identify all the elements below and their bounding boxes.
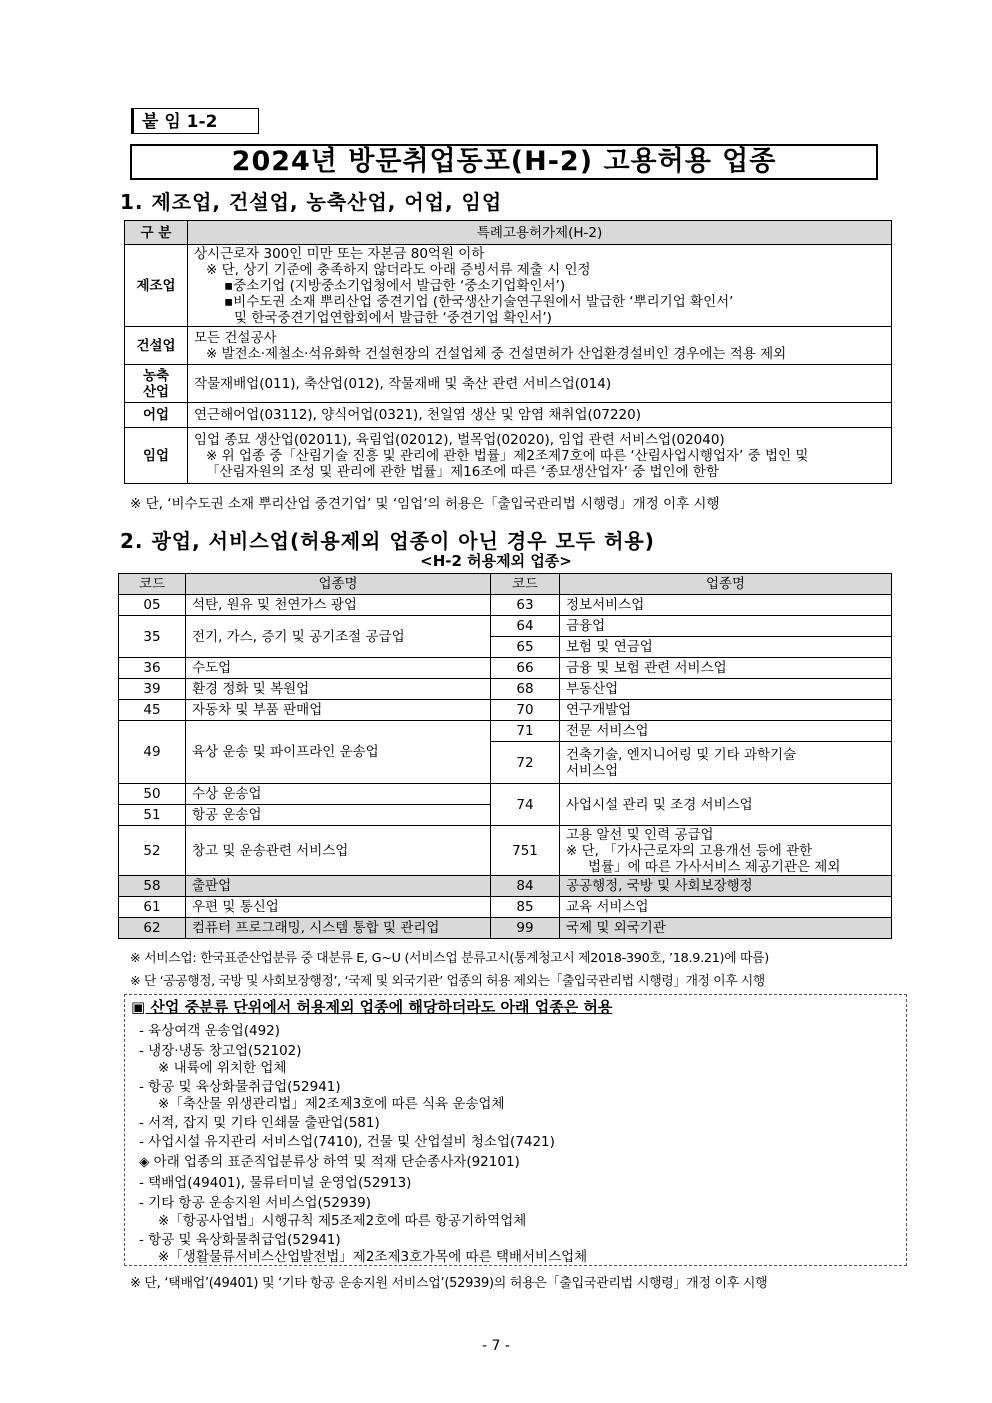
section2-heading: 2. 광업, 서비스업(허용제외 업종이 아닌 경우 모두 허용)	[120, 529, 655, 553]
attachment-label: 붙 임 1-2	[131, 108, 259, 134]
industry-code: 49	[119, 721, 186, 784]
industry-code: 51	[119, 805, 186, 826]
manufacturing-line: 상시근로자 300인 미만 또는 자본금 80억원 이하	[194, 245, 485, 262]
industry-name: 정보서비스업	[560, 595, 892, 616]
industry-name: 사업시설 관리 및 조경 서비스업	[560, 784, 892, 826]
col-category: 구 분	[125, 221, 188, 245]
industry-name: 항공 운송업	[186, 805, 491, 826]
page-number: - 7 -	[482, 1338, 510, 1354]
industry-name-line: 법률」에 따른 가사서비스 제공기관은 제외	[588, 858, 841, 875]
section2-note: ※ 단 ‘공공행정, 국방 및 사회보장행정’, ‘국제 및 외국기관’ 업종의 허용 제외는「출입국관리법 시행령」개정 이후 시행	[130, 974, 765, 989]
agriculture-label-line: 산업	[142, 383, 170, 400]
industry-code: 70	[491, 700, 560, 721]
industry-name: 자동차 및 부품 판매업	[186, 700, 491, 721]
industry-name: 우편 및 통신업	[186, 897, 491, 918]
industry-name	[560, 742, 892, 784]
industry-name: 전문 서비스업	[560, 721, 892, 742]
industry-code: 63	[491, 595, 560, 616]
exception-item: - 서적, 잡지 및 기타 인쇄물 출판업(581)	[139, 1115, 380, 1131]
document-title: 2024년 방문취업동포(H-2) 고용허용 업종	[130, 144, 878, 180]
industry-name-line: 고용 알선 및 인력 공급업	[566, 826, 714, 843]
excluded-industries-table	[118, 573, 892, 939]
industry-name: 수상 운송업	[186, 784, 491, 805]
industry-code: 58	[119, 876, 186, 897]
exception-item: ※「항공사업법」시행규칙 제5조제2호에 따른 항공기하역업체	[158, 1213, 527, 1229]
industry-name-line: 건축기술, 엔지니어링 및 기타 과학기술	[566, 746, 797, 763]
section1-note: ※ 단, ‘비수도권 소재 뿌리산업 중견기업’ 및 ‘임업’의 허용은「출입국관리법 시행령」개정 이후 시행	[130, 496, 720, 512]
industry-name: 금융업	[560, 616, 892, 637]
exception-item: - 육상여객 운송업(492)	[139, 1023, 281, 1039]
exceptions-note: ※ 단, ‘택배업’(49401) 및 ‘기타 항공 운송지원 서비스업’(52939)의 허용은「출입국관리법 시행령」개정 이후 시행	[130, 1276, 768, 1291]
manufacturing-line: 및 한국중견기업연합회에서 발급한 ‘중견기업 확인서’)	[234, 309, 552, 326]
industry-name: 환경 정화 및 복원업	[186, 679, 491, 700]
agriculture-label-line: 농축	[142, 367, 170, 384]
industry-name: 연구개발업	[560, 700, 892, 721]
industry-name: 부동산업	[560, 679, 892, 700]
section1-heading: 1. 제조업, 건설업, 농축산업, 어업, 임업	[120, 190, 503, 214]
section2-note: ※ 서비스업: 한국표준산업분류 중 대분류 E, G~U (서비스업 분류고시(통계청고시 제2018-390호, ’18.9.21)에 따름)	[130, 951, 769, 966]
industry-name: 공공행정, 국방 및 사회보장행정	[560, 876, 892, 897]
col-scheme: 특례고용허가제(H-2)	[188, 221, 892, 245]
col-code: 코드	[491, 574, 560, 595]
industry-code: 35	[119, 616, 186, 658]
industry-name: 국제 및 외국기관	[560, 918, 892, 939]
col-code: 코드	[119, 574, 186, 595]
industry-name: 출판업	[186, 876, 491, 897]
row-content-agriculture: 작물재배업(011), 축산업(012), 작물재배 및 축산 관련 서비스업(014)	[188, 365, 892, 403]
industry-name-line: ※ 단, 「가사근로자의 고용개선 등에 관한	[566, 842, 813, 859]
industry-name: 전기, 가스, 증기 및 공기조절 공급업	[186, 616, 491, 658]
industry-code: 39	[119, 679, 186, 700]
exception-item: - 택배업(49401), 물류터미널 운영업(52913)	[139, 1175, 412, 1191]
exception-item: - 항공 및 육상화물취급업(52941)	[139, 1079, 341, 1095]
row-label-construction: 건설업	[125, 327, 188, 365]
row-content-fishery: 연근해어업(03112), 양식어업(0321), 천일염 생산 및 암염 채취업(07220)	[188, 403, 892, 428]
industry-code: 99	[491, 918, 560, 939]
construction-line: ※ 발전소·제철소·석유화학 건설현장의 건설업체 중 건설면허가 산업환경설비인 경우에는 적용 제외	[206, 345, 787, 362]
industry-code: 71	[491, 721, 560, 742]
industry-code: 68	[491, 679, 560, 700]
industry-code: 85	[491, 897, 560, 918]
col-name: 업종명	[560, 574, 892, 595]
industry-code: 751	[491, 826, 560, 876]
row-content-construction	[188, 327, 892, 365]
industry-code: 50	[119, 784, 186, 805]
manufacturing-line: ▪중소기업 (지방중소기업청에서 발급한 ‘중소기업확인서’)	[224, 277, 566, 294]
exception-item: ※「생활물류서비스산업발전법」제2조제3호가목에 따른 택배서비스업체	[158, 1249, 588, 1265]
industry-code: 36	[119, 658, 186, 679]
exceptions-heading: ▣ 산업 중분류 단위에서 허용제외 업종에 해당하더라도 아래 업종은 허용	[131, 998, 613, 1016]
section1-table	[124, 220, 892, 484]
industry-name: 석탄, 원유 및 천연가스 광업	[186, 595, 491, 616]
manufacturing-line: ※ 단, 상기 기준에 충족하지 않더라도 아래 증빙서류 제출 시 인정	[206, 261, 591, 278]
row-label-agriculture	[125, 365, 188, 403]
exception-item: ※ 내륙에 위치한 업체	[158, 1060, 287, 1076]
manufacturing-line: ▪비수도권 소재 뿌리산업 중견기업 (한국생산기술연구원에서 발급한 ‘뿌리기업 확인서’	[224, 293, 734, 310]
industry-code: 61	[119, 897, 186, 918]
industry-name: 수도업	[186, 658, 491, 679]
industry-code: 52	[119, 826, 186, 876]
construction-line: 모든 건설공사	[194, 329, 277, 346]
exception-item: - 사업시설 유지관리 서비스업(7410), 건물 및 산업설비 청소업(7421)	[139, 1134, 555, 1150]
industry-name: 육상 운송 및 파이프라인 운송업	[186, 721, 491, 784]
industry-code: 72	[491, 742, 560, 784]
industry-code: 74	[491, 784, 560, 826]
industry-code: 84	[491, 876, 560, 897]
industry-code: 62	[119, 918, 186, 939]
industry-name: 창고 및 운송관련 서비스업	[186, 826, 491, 876]
forestry-line: ※ 위 업종 중「산림기술 진흥 및 관리에 관한 법률」제2조제7호에 따른 ‘산림사업시행업자’ 중 법인 및	[206, 447, 809, 464]
industry-code: 65	[491, 637, 560, 658]
row-label-forestry: 임업	[125, 428, 188, 484]
industry-name	[560, 826, 892, 876]
row-label-fishery: 어업	[125, 403, 188, 428]
industry-code: 05	[119, 595, 186, 616]
industry-code: 66	[491, 658, 560, 679]
industry-code: 64	[491, 616, 560, 637]
industry-name: 컴퓨터 프로그래밍, 시스템 통합 및 관리업	[186, 918, 491, 939]
exception-item: ※「축산물 위생관리법」제2조제3호에 따른 식육 운송업체	[158, 1096, 505, 1112]
industry-name: 금융 및 보험 관련 서비스업	[560, 658, 892, 679]
industry-name: 보험 및 연금업	[560, 637, 892, 658]
industry-code: 45	[119, 700, 186, 721]
row-label-manufacturing: 제조업	[125, 245, 188, 327]
forestry-line: 「산림자원의 조성 및 관리에 관한 법률」제16조에 따른 ‘종묘생산업자’ 중 법인에 한함	[206, 463, 719, 480]
exception-item: - 항공 및 육상화물취급업(52941)	[139, 1232, 341, 1248]
section2-subheading: <H-2 허용제외 업종>	[420, 552, 572, 570]
exception-item: - 기타 항공 운송지원 서비스업(52939)	[139, 1195, 372, 1211]
exception-item: - 냉장·냉동 창고업(52102)	[139, 1043, 302, 1059]
industry-name: 교육 서비스업	[560, 897, 892, 918]
exception-item: ◈ 아래 업종의 표준직업분류상 하역 및 적재 단순종사자(92101)	[139, 1154, 520, 1170]
forestry-line: 임업 종묘 생산업(02011), 육림업(02012), 벌목업(02020), 임업 관련 서비스업(02040)	[194, 431, 725, 448]
row-content-manufacturing	[188, 245, 892, 327]
industry-name-line: 서비스업	[566, 762, 619, 779]
row-content-forestry	[188, 428, 892, 484]
col-name: 업종명	[186, 574, 491, 595]
